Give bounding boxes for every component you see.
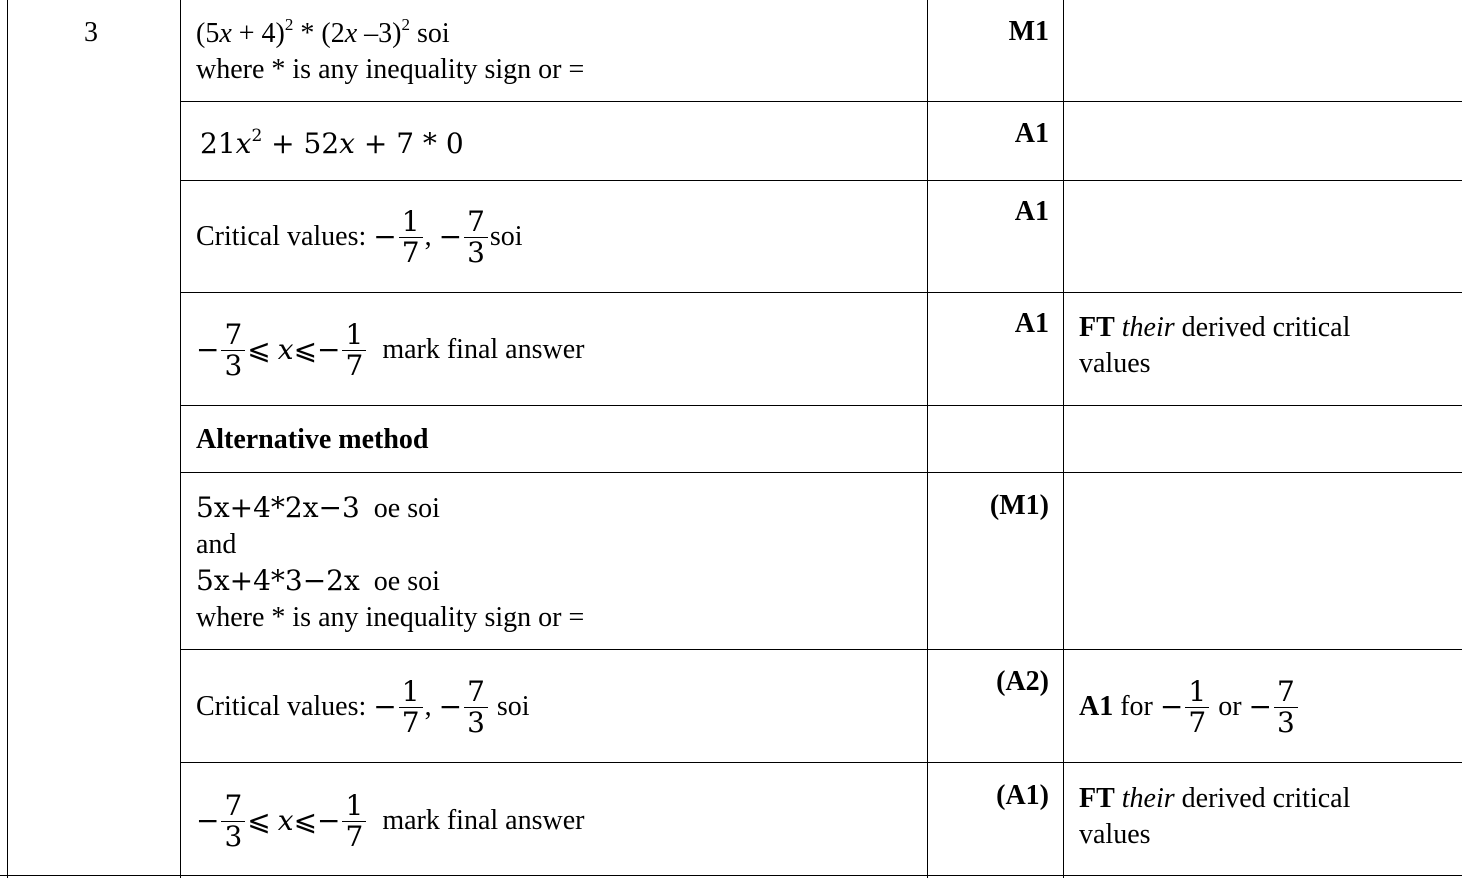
fraction: $\frac{1}{7}$ <box>342 320 366 381</box>
answer-note: where * is any inequality sign or = <box>196 54 585 85</box>
answer-row-4: − $\frac{7}{3}$ ⩽ x ⩽− $\frac{1}{7}$ mark final answer <box>196 317 585 382</box>
column-divider-answer <box>927 0 928 878</box>
answer-expression: $(5x + 4)^2 * (2x$ –3)$^2$ soi <box>196 15 450 49</box>
fraction: $\frac{1}{7}$ <box>342 791 366 852</box>
answer-row-7: Critical values: − $\frac{1}{7}$ , − $\frac{7}{3}$ soi <box>196 674 530 739</box>
mark-label: A1 <box>1014 118 1049 149</box>
fraction: $\frac{1}{7}$ <box>399 677 423 738</box>
answer-row-2: $21x^2 + 52x + 7 * 0$ <box>200 126 464 160</box>
row-divider <box>180 292 1462 293</box>
answer-row-6: 5x+4*2x−3 oe soi and 5x+4*3−2x oe soi where * is any inequality sign or = <box>196 491 585 633</box>
row-divider <box>180 762 1462 763</box>
fraction: $\frac{7}{3}$ <box>1274 677 1298 738</box>
guidance-row-8: FT their derived critical values <box>1079 783 1351 850</box>
table-border-left <box>7 0 8 878</box>
question-number: 3 <box>84 17 98 48</box>
mark-label: M1 <box>1008 16 1049 47</box>
row-divider <box>180 101 1462 102</box>
column-divider-question <box>180 0 181 878</box>
guidance-row-7: A1 for − $\frac{1}{7}$ or − $\frac{7}{3}$ <box>1079 670 1300 744</box>
fraction: $\frac{7}{3}$ <box>464 677 488 738</box>
guidance-row-4: FT their derived critical values <box>1079 312 1351 379</box>
fraction: $\frac{7}{3}$ <box>221 320 245 381</box>
answer-row-8: − $\frac{7}{3}$ ⩽ x ⩽− $\frac{1}{7}$ mark final answer <box>196 788 585 853</box>
answer-row-1 <box>196 16 584 88</box>
mark-label: (A1) <box>996 780 1049 811</box>
fraction: $\frac{1}{7}$ <box>399 207 423 268</box>
mark-label: A1 <box>1014 308 1049 339</box>
answer-row-3: Critical values: − $\frac{1}{7}$ , − $\frac{7}{3}$ soi <box>196 204 523 269</box>
row-divider <box>180 405 1462 406</box>
row-divider <box>180 649 1462 650</box>
alternative-method-heading: Alternative method <box>196 424 429 455</box>
column-divider-marks <box>1063 0 1064 878</box>
mark-label: A1 <box>1014 196 1049 227</box>
fraction: $\frac{1}{7}$ <box>1185 677 1209 738</box>
table-border-bottom <box>0 875 1462 876</box>
row-divider <box>180 180 1462 181</box>
row-divider <box>180 472 1462 473</box>
mark-label: (A2) <box>996 666 1049 697</box>
fraction: $\frac{7}{3}$ <box>221 791 245 852</box>
fraction: $\frac{7}{3}$ <box>464 207 488 268</box>
mark-label: (M1) <box>989 490 1049 521</box>
